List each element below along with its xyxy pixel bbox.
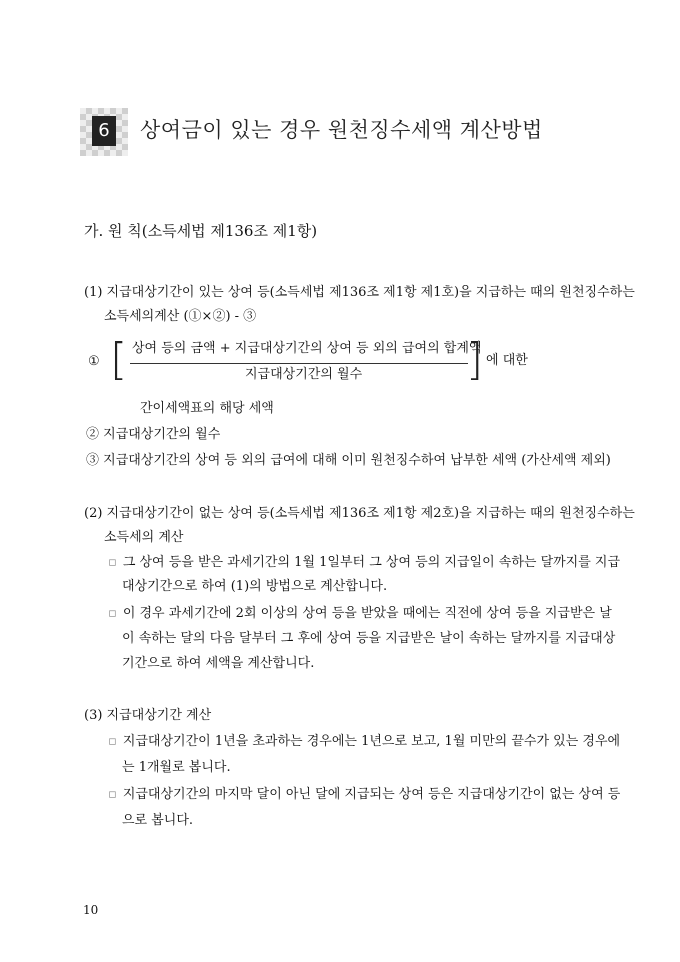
p3-bullet1-line1: ▫ 지급대상기간이 1년을 초과하는 경우에는 1년으로 보고, 1월 미만의 끝수가 있는 경우에 [108, 734, 621, 749]
page-number: 10 [83, 903, 99, 917]
bullet-icon: ▫ [108, 555, 117, 570]
p2-bullet1-line2: 대상기간으로 하여 (1)의 방법으로 계산합니다. [122, 579, 388, 594]
p3-bullet1-line2: 는 1개월로 봅니다. [122, 760, 231, 775]
p2-bullet2-line1: ▫ 이 경우 과세기간에 2회 이상의 상여 등을 받았을 때에는 직전에 상여 등을 지급받은 날 [108, 606, 612, 621]
p3-bullet2-line1: ▫ 지급대상기간의 마지막 달이 아닌 달에 지급되는 상여 등은 지급대상기간이 없는 상여 등 [108, 787, 621, 802]
formula-denominator: 지급대상기간의 월수 [245, 367, 363, 382]
p2-bullet2-line2: 이 속하는 달의 다음 달부터 그 후에 상여 등을 지급받은 날이 속하는 달까지를 지급대상 [122, 631, 616, 646]
p2-line2: 소득세의 계산 [104, 530, 184, 545]
bullet-icon: ▫ [108, 787, 117, 802]
section-title: 가. 원 칙(소득세법 제136조 제1항) [84, 222, 318, 240]
p1-item3: ③ 지급대상기간의 상여 등 외의 급여에 대해 이미 원천징수하여 납부한 세액 (가산세액 제외) [86, 453, 611, 468]
p1-line1: (1) 지급대상기간이 있는 상여 등(소득세법 제136조 제1항 제1호)을 지급하는 때의 원천징수하는 [84, 285, 635, 300]
formula-right-bracket: ] [466, 334, 484, 385]
bullet-icon: ▫ [108, 606, 117, 621]
formula-fraction-line [130, 363, 468, 364]
p2-bullet1-line1: ▫ 그 상여 등을 받은 과세기간의 1월 1일부터 그 상여 등의 지급일이 속하는 달까지를 지급 [108, 555, 621, 570]
chapter-title: 상여금이 있는 경우 원천징수세액 계산방법 [140, 118, 543, 142]
formula-numerator: 상여 등의 금액 + 지급대상기간의 상여 등 외의 급여의 합계액 [132, 341, 482, 356]
p1-line2: 소득세의계산 (①×②) - ③ [104, 309, 257, 324]
p2-line1: (2) 지급대상기간이 없는 상여 등(소득세법 제136조 제1항 제2호)을 지급하는 때의 원천징수하는 [84, 506, 635, 521]
bullet-icon: ▫ [108, 734, 117, 749]
formula-left-bracket: [ [110, 334, 128, 385]
p1-item2: ② 지급대상기간의 월수 [86, 427, 221, 442]
p3-line1: (3) 지급대상기간 계산 [84, 708, 212, 723]
chapter-number: 6 [92, 116, 116, 146]
formula-marker: ① [88, 354, 100, 369]
p2-bullet2-line3: 기간으로 하여 세액을 계산합니다. [122, 656, 315, 671]
p3-bullet2-line2: 으로 봅니다. [122, 813, 194, 828]
formula-suffix: 에 대한 [486, 353, 528, 368]
formula-result: 간이세액표의 해당 세액 [140, 401, 274, 416]
